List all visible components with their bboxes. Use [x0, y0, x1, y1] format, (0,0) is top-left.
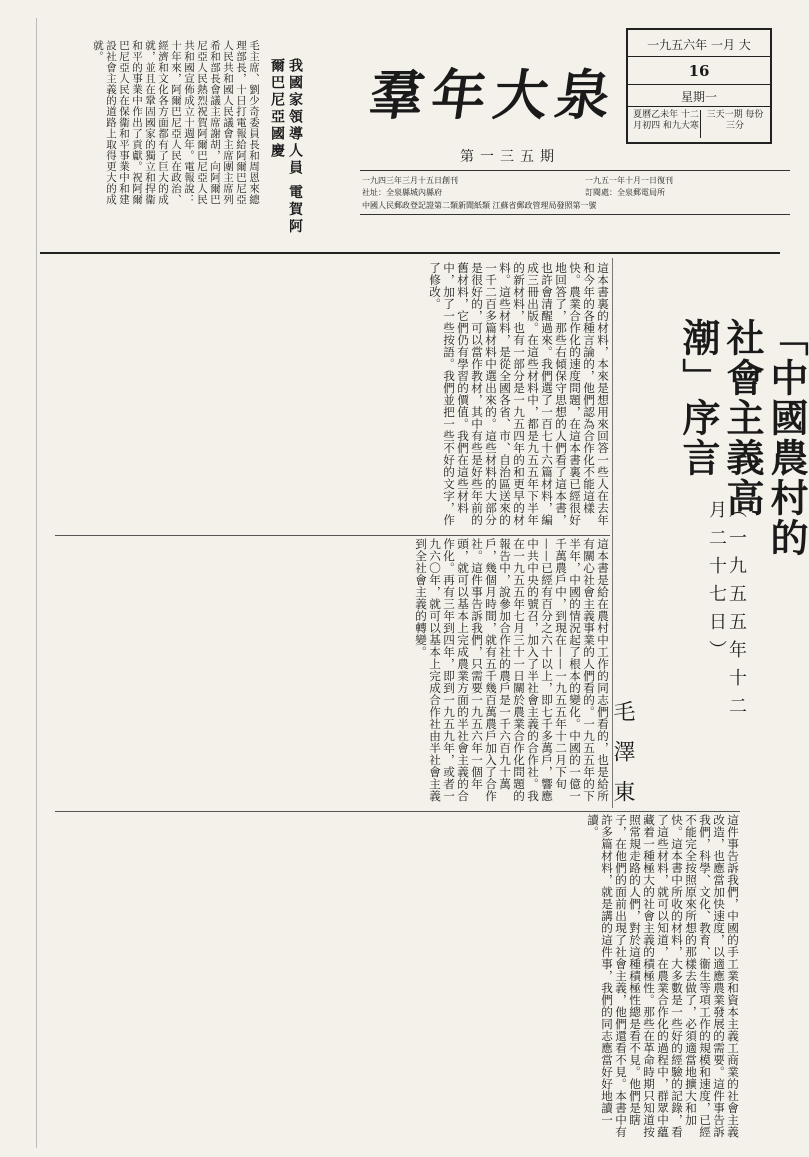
- date-lunar: 夏曆乙未年 十二月初四 和九大寒: [633, 110, 699, 131]
- issue-number: 第一三五期: [460, 149, 560, 165]
- row-divider: [55, 811, 740, 812]
- masthead-char: 泉: [551, 63, 615, 127]
- article-paragraph-top: 這本書裏的材料，本來是想用來回答一些人在去年和今年的各種言論的，他們認為合作化不能這樣快。農業合作化的速度問題，在這本書裏已經很好地回答了，那些右傾保守思想的人們看了這本書，也許會清醒過來。我們選了一百七十六篇材料，編成三冊出版。在這些材料中，都是九五五年下半年的新材料，也有一部分是一九五四年的和更早的材料。這些材料，是從全國各省、市、自治區送來的一千二百多篇材料中選出來的。這些材料的大部分是很好的，可以當作教材，其中有些是好些年前的舊材料，它們仍有學習的價值。我們在這些材料中，加了一些按語。我們並把一些不好的文字，作了修改。: [428, 262, 610, 526]
- telegram-headline: 我國家領導人員 電賀阿爾巴尼亞國慶: [269, 58, 303, 236]
- article-author: 毛澤東: [610, 700, 635, 820]
- pub-resumed: 一九五一年十月一日復刊: [585, 176, 673, 185]
- pub-subscribe: 訂閱處：全泉郵電局所: [585, 188, 665, 197]
- article-paragraph-bottom: 這件事告訴我們，中國的手工業和資本主義工商業的社會主義改造，也應當加快速度，以適應農業發展的需要。這件事告訴我們，科學、文化、教育、衞生等項工作的規模和速度，已經不能完全按照原來所想的那樣去做了，必須適當地擴大和加快。這本書中所收的材料，大多數是一些好的經驗的記錄，看了這些材料，就可以知道，在農業合作化的過程中，群眾中蘊藏着一種極大的社會主義的積極性。那些在革命時期只知道按照常規走路的人們，對於這種積極性總是看不見。他們是瞎子，在他們的面前出現了社會主義，他們還看不見。本書中有許多篇材料，就是講的這件事，我們的同志應當好好地讀一讀。: [586, 814, 740, 1138]
- pub-address: 社址：全泉縣城內縣府: [362, 188, 442, 197]
- article-title: 「中國農村的社會主義高潮」序言: [676, 318, 809, 558]
- date-gregorian: 一九五六年 一月 大: [647, 38, 751, 52]
- date-day: 16: [688, 62, 710, 80]
- date-weekday: 星期一: [680, 90, 717, 104]
- article-date: （一九五五年十二月二十七日）: [706, 500, 747, 724]
- date-box: [626, 28, 772, 144]
- column-divider: [612, 258, 613, 808]
- masthead-char: 年: [427, 63, 491, 127]
- masthead-char: 大: [489, 63, 553, 127]
- article-paragraph-middle: 這本書是給在農村中工作的同志們看的，也是給所有關心社會主義事業的人們看的。一九五五年的下半年，中國的情況起了根本的變化。中國的一億一千萬農戶中，到現在——一九五五年十二月下旬——已經有百分之六十以上，即七千多萬戶，響應中共中央的號召，加入了半社會主義的合作社。我在一九五五年七月三十一日關於農業合作化問題的報告中，說參加合作社的農戶是一千六百九十萬戶，幾個月時間，就有五千幾百萬農戶加入了合作社。這件事告訴我們，只需要一九五六年一個年頭，就可以基本上完成農業方面的半社會主義的合作化。再有三年到四年，即到一九五九年，或者一九六〇年，就可以基本上完成合作社由半社會主義到全社會主義的轉變。: [414, 538, 610, 802]
- pub-registration: 中國人民郵政登記證第二類新聞紙類 江蘇省郵政管理局發照第一號: [362, 201, 597, 210]
- row-divider: [55, 535, 610, 536]
- price-info: 三天一期 每份三分: [706, 110, 764, 131]
- header-rule: [40, 252, 780, 254]
- masthead-char: 羣: [365, 63, 429, 127]
- newspaper-name: [365, 60, 620, 140]
- telegram-body: 毛主席、劉少奇委員長和周恩來總理部長，十日打電報給阿爾巴尼亞人民共和國人民議會主席團主席列希和部長會議主席謝胡，向阿爾巴尼亞人民熱烈祝賀阿爾巴尼亞人民共和國宣佈成立十週年。電報說：十年來，阿爾巴尼亞人民在政治、經濟和文化各方面都有了巨大的成就，並且在鞏固國家的獨立和捍衞和平的事業中作出了貢獻。祝阿爾巴尼亞人民在保衞和平事業中和建設社會主義的道路上取得更大的成就。: [92, 40, 260, 205]
- masthead-area: [0, 0, 791, 240]
- pub-founded: 一九四三年三月十五日創刊: [362, 176, 458, 185]
